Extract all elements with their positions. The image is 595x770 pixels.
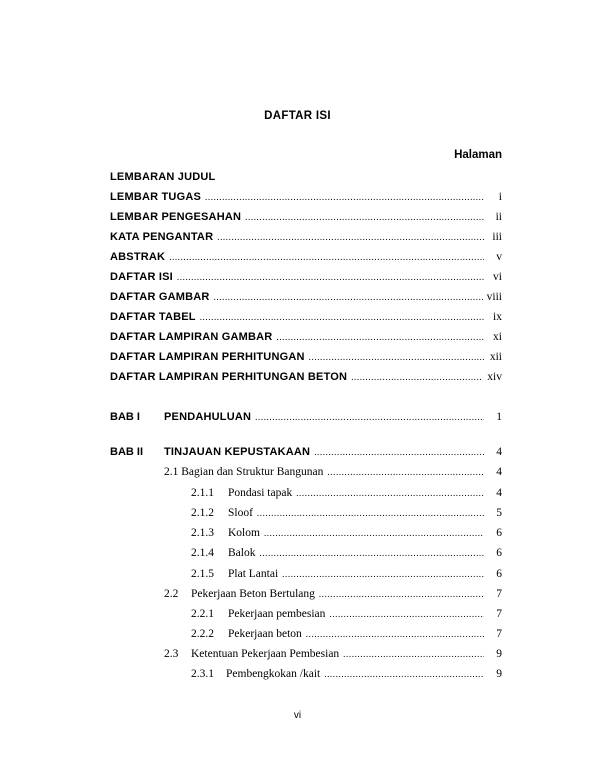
page-number: vi: [293, 710, 302, 721]
toc-page: 4: [496, 487, 502, 499]
toc-label: LEMBARAN JUDUL: [110, 171, 216, 183]
page-title: DAFTAR ISI: [264, 110, 331, 122]
toc-entry[interactable]: [164, 410, 502, 424]
dot-leader: [324, 667, 484, 681]
toc-label: DAFTAR GAMBAR: [110, 291, 210, 303]
section-number: 2.3.1: [191, 668, 214, 680]
toc-label: DAFTAR ISI: [110, 271, 173, 283]
toc-label: Plat Lantai: [228, 568, 279, 580]
section-number: 2.1.2: [191, 507, 214, 519]
toc-page: 7: [496, 608, 502, 620]
toc-page: vi: [493, 271, 502, 283]
toc-label: Sloof: [228, 507, 253, 519]
toc-page: 5: [496, 507, 502, 519]
toc-page: 6: [496, 568, 502, 580]
section-number: 2.1.1: [191, 487, 214, 499]
toc-label: Pondasi tapak: [228, 487, 293, 499]
toc-label: Pekerjaan pembesian: [228, 608, 326, 620]
toc-page: 7: [496, 588, 502, 600]
toc-page: v: [496, 251, 502, 263]
dot-leader: [314, 445, 484, 459]
dot-leader: [214, 290, 483, 304]
toc-entry[interactable]: [228, 506, 502, 520]
section-number: 2.1.3: [191, 527, 214, 539]
toc-entry[interactable]: [228, 627, 502, 641]
section-number: 2.2.2: [191, 628, 214, 640]
toc-label: Kolom: [228, 527, 260, 539]
toc-page: 9: [496, 668, 502, 680]
toc-entry[interactable]: [110, 330, 502, 344]
toc-entry[interactable]: [228, 486, 502, 500]
section-number: 2.1.5: [191, 568, 214, 580]
toc-page: xii: [489, 351, 502, 363]
chapter-code: BAB II: [110, 446, 143, 458]
section-number: 2.2: [164, 588, 179, 600]
dot-leader: [169, 250, 484, 264]
toc-entry[interactable]: [110, 210, 502, 224]
page-column-header: Halaman: [454, 149, 502, 161]
toc-label: DAFTAR TABEL: [110, 311, 196, 323]
toc-page: 7: [496, 628, 502, 640]
dot-leader: [217, 230, 484, 244]
dot-leader: [177, 270, 484, 284]
dot-leader: [259, 546, 484, 560]
toc-page: 6: [496, 527, 502, 539]
toc-label: DAFTAR LAMPIRAN GAMBAR: [110, 331, 273, 343]
toc-entry[interactable]: [110, 310, 502, 324]
toc-label: LEMBAR TUGAS: [110, 191, 202, 203]
toc-entry[interactable]: [110, 370, 502, 384]
dot-leader: [329, 607, 484, 621]
toc-label: TINJAUAN KEPUSTAKAAN: [164, 446, 311, 458]
dot-leader: [327, 465, 484, 479]
toc-label: Balok: [228, 547, 256, 559]
toc-page: i: [498, 191, 502, 203]
toc-entry[interactable]: [228, 546, 502, 560]
dot-leader: [245, 210, 484, 224]
section-number: 2.1.4: [191, 547, 214, 559]
toc-label: DAFTAR LAMPIRAN PERHITUNGAN: [110, 351, 305, 363]
toc-entry[interactable]: [110, 230, 502, 244]
dot-leader: [257, 506, 484, 520]
dot-leader: [296, 486, 484, 500]
toc-entry[interactable]: [228, 607, 502, 621]
toc-label: LEMBAR PENGESAHAN: [110, 211, 242, 223]
toc-label: KATA PENGANTAR: [110, 231, 214, 243]
chapter-code: BAB I: [110, 411, 140, 423]
toc-entry[interactable]: [191, 587, 502, 601]
toc-page: 1: [496, 411, 502, 423]
toc-page: 4: [496, 446, 502, 458]
toc-entry[interactable]: [110, 190, 502, 204]
dot-leader: [205, 190, 484, 204]
section-number: 2.3: [164, 648, 179, 660]
toc-entry[interactable]: [228, 567, 502, 581]
dot-leader: [351, 370, 483, 384]
toc-page: 6: [496, 547, 502, 559]
toc-entry[interactable]: [110, 250, 502, 264]
dot-leader: [282, 567, 484, 581]
dot-leader: [264, 526, 484, 540]
toc-label: PENDAHULUAN: [164, 411, 252, 423]
toc-entry[interactable]: [228, 526, 502, 540]
section-number: 2.2.1: [191, 608, 214, 620]
toc-entry[interactable]: [110, 290, 502, 304]
toc-label: Pembengkokan /kait: [226, 668, 321, 680]
toc-entry[interactable]: [191, 647, 502, 661]
toc-entry[interactable]: [164, 465, 502, 479]
toc-label: ABSTRAK: [110, 251, 166, 263]
toc-label: Pekerjaan Beton Bertulang: [191, 588, 315, 600]
dot-leader: [306, 627, 484, 641]
toc-page: xiv: [487, 371, 502, 383]
toc-page: ii: [495, 211, 502, 223]
toc-entry[interactable]: [110, 170, 502, 184]
toc-entry[interactable]: [110, 350, 502, 364]
toc-page: ix: [493, 311, 502, 323]
toc-label: 2.1 Bagian dan Struktur Bangunan: [164, 466, 324, 478]
dot-leader: [309, 350, 484, 364]
toc-page: viii: [486, 291, 502, 303]
dot-leader: [200, 310, 484, 324]
toc-page: 9: [496, 648, 502, 660]
toc-entry[interactable]: [164, 445, 502, 459]
toc-label: Pekerjaan beton: [228, 628, 302, 640]
dot-leader: [276, 330, 484, 344]
toc-entry[interactable]: [110, 270, 502, 284]
toc-page: 4: [496, 466, 502, 478]
toc-label: DAFTAR LAMPIRAN PERHITUNGAN BETON: [110, 371, 348, 383]
toc-page: iii: [492, 231, 502, 243]
dot-leader: [255, 410, 484, 424]
dot-leader: [343, 647, 484, 661]
dot-leader: [319, 587, 484, 601]
toc-label: Ketentuan Pekerjaan Pembesian: [191, 648, 340, 660]
toc-page: xi: [493, 331, 502, 343]
toc-entry[interactable]: [226, 667, 502, 681]
